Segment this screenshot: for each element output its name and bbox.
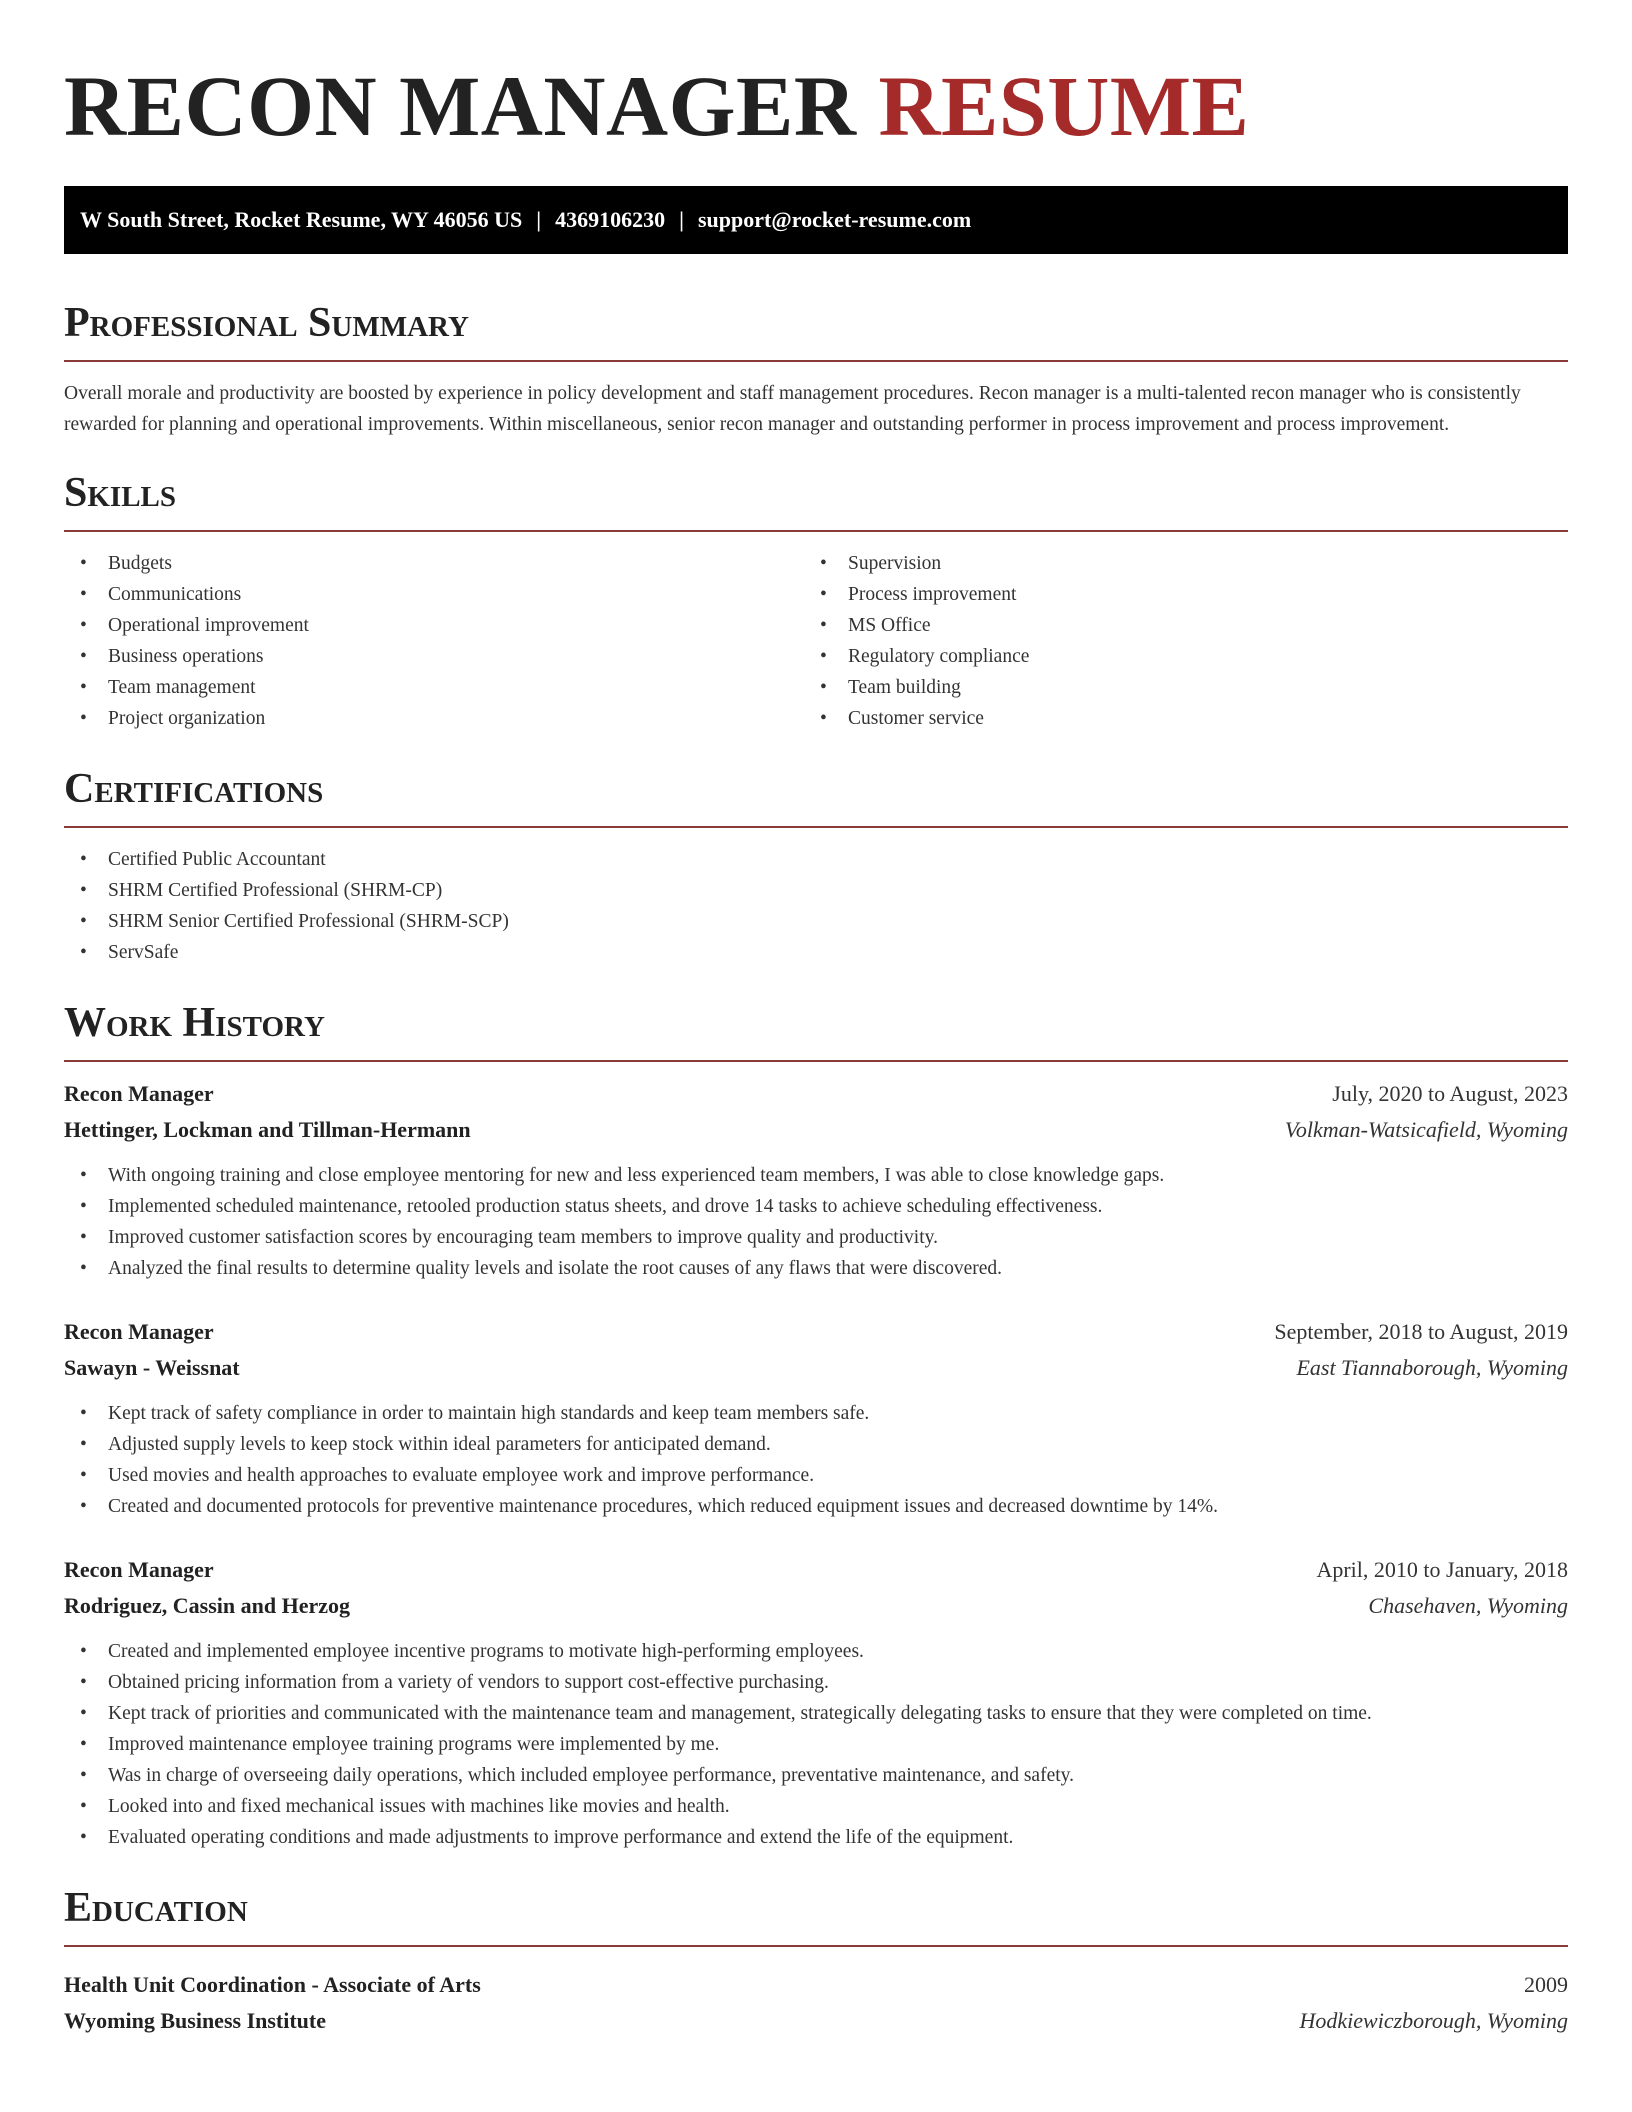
job-company-row xyxy=(64,1350,1568,1386)
resume-title xyxy=(64,56,1568,156)
job-bullet: • Implemented scheduled maintenance, retooled production status sheets, and drove 14 tasks to achieve scheduling effectiveness. xyxy=(64,1191,1568,1222)
job-dates: July, 2020 to August, 2023 xyxy=(1332,1081,1568,1106)
contact-separator: | xyxy=(679,207,684,232)
certification-item: • SHRM Certified Professional (SHRM-CP) xyxy=(64,875,1568,906)
contact-separator: | xyxy=(536,207,542,232)
skills-grid xyxy=(64,548,1568,734)
work-history-heading: Work History xyxy=(64,998,1568,1062)
job-bullet: • Kept track of safety compliance in order to maintain high standards and keep team members safe. xyxy=(64,1398,1568,1429)
job-bullet: • Used movies and health approaches to evaluate employee work and improve performance. xyxy=(64,1460,1568,1491)
skills-list-right xyxy=(804,548,1544,734)
job-bullet: • Improved maintenance employee training programs were implemented by me. xyxy=(64,1729,1568,1760)
work-history-section xyxy=(64,998,1568,1853)
title-accent: RESUME xyxy=(878,58,1250,154)
education-degree-row xyxy=(64,1967,1568,2003)
certifications-body xyxy=(64,844,1568,968)
certification-item: • ServSafe xyxy=(64,937,1568,968)
skill-item: • Regulatory compliance xyxy=(804,641,1544,672)
job-header-row xyxy=(64,1552,1568,1588)
job-company: Hettinger, Lockman and Tillman-Hermann xyxy=(64,1117,471,1142)
job-bullets xyxy=(64,1160,1568,1284)
skill-item: • Business operations xyxy=(64,641,804,672)
education-location: Hodkiewiczborough, Wyoming xyxy=(1299,2008,1568,2033)
skill-item: • Communications xyxy=(64,579,804,610)
skills-list-left xyxy=(64,548,804,734)
job-bullet: • Improved customer satisfaction scores by encouraging team members to improve quality and productivity. xyxy=(64,1222,1568,1253)
job-title: Recon Manager xyxy=(64,1319,214,1344)
contact-email: support@rocket-resume.com xyxy=(697,207,972,232)
job-dates: September, 2018 to August, 2019 xyxy=(1274,1319,1568,1344)
summary-section xyxy=(64,298,1568,440)
skill-item: • Operational improvement xyxy=(64,610,804,641)
education-school-row xyxy=(64,2003,1568,2039)
job-title: Recon Manager xyxy=(64,1081,214,1106)
job-bullets xyxy=(64,1636,1568,1853)
job-bullet: • Created and implemented employee incentive programs to motivate high-performing employees. xyxy=(64,1636,1568,1667)
certification-item: • Certified Public Accountant xyxy=(64,844,1568,875)
education-heading: Education xyxy=(64,1883,1568,1947)
title-main: RECON MANAGER xyxy=(64,58,857,154)
job-dates: April, 2010 to January, 2018 xyxy=(1316,1557,1568,1582)
job-bullet: • Evaluated operating conditions and made adjustments to improve performance and extend the life of the equipment. xyxy=(64,1822,1568,1853)
summary-body xyxy=(64,378,1568,440)
job-bullet: • Looked into and fixed mechanical issues with machines like movies and health. xyxy=(64,1791,1568,1822)
skill-item: • Team management xyxy=(64,672,804,703)
skill-item: • Team building xyxy=(804,672,1544,703)
job-entry xyxy=(64,1552,1568,1853)
skill-item: • Budgets xyxy=(64,548,804,579)
skill-item: • Project organization xyxy=(64,703,804,734)
skill-item: • Process improvement xyxy=(804,579,1544,610)
job-bullet: • Adjusted supply levels to keep stock within ideal parameters for anticipated demand. xyxy=(64,1429,1568,1460)
job-bullet: • Kept track of priorities and communicated with the maintenance team and management, strategically delegating tasks to ensure that they were completed on time. xyxy=(64,1698,1568,1729)
skills-section xyxy=(64,468,1568,734)
certification-item: • SHRM Senior Certified Professional (SHRM-SCP) xyxy=(64,906,1568,937)
summary-heading: Professional Summary xyxy=(64,298,1568,362)
job-bullet: • Obtained pricing information from a variety of vendors to support cost-effective purchasing. xyxy=(64,1667,1568,1698)
certifications-list xyxy=(64,844,1568,968)
education-degree: Health Unit Coordination - Associate of Arts xyxy=(64,1972,481,1997)
education-school: Wyoming Business Institute xyxy=(64,2008,327,2033)
skill-item: • Customer service xyxy=(804,703,1544,734)
skills-heading: Skills xyxy=(64,468,1568,532)
job-bullet: • Analyzed the final results to determine quality levels and isolate the root causes of any flaws that were discovered. xyxy=(64,1253,1568,1284)
job-header-row xyxy=(64,1314,1568,1350)
certifications-section xyxy=(64,764,1568,968)
job-header-row xyxy=(64,1076,1568,1112)
certifications-heading: Certifications xyxy=(64,764,1568,828)
contact-address: W South Street, Rocket Resume, WY 46056 US xyxy=(80,207,523,232)
job-bullet: • Was in charge of overseeing daily operations, which included employee performance, preventative maintenance, and safety. xyxy=(64,1760,1568,1791)
job-bullet: • With ongoing training and close employee mentoring for new and less experienced team members, I was able to close knowledge gaps. xyxy=(64,1160,1568,1191)
job-company: Rodriguez, Cassin and Herzog xyxy=(64,1593,350,1618)
job-title: Recon Manager xyxy=(64,1557,214,1582)
job-bullet: • Created and documented protocols for preventive maintenance procedures, which reduced equipment issues and decreased downtime by 14%. xyxy=(64,1491,1568,1522)
job-location: East Tiannaborough, Wyoming xyxy=(1296,1355,1568,1380)
job-entry xyxy=(64,1076,1568,1284)
skill-item: • Supervision xyxy=(804,548,1544,579)
job-bullets xyxy=(64,1398,1568,1522)
skill-item: • MS Office xyxy=(804,610,1544,641)
job-entry xyxy=(64,1314,1568,1522)
summary-text: Overall morale and productivity are boosted by experience in policy development and staff management procedures. Recon manager is a multi-talented recon manager who is consistently rewarded for planning and operational improvements. Within miscellaneous, senior recon manager and outstanding performer in process improvement and process improvement. xyxy=(64,383,1521,435)
job-company: Sawayn - Weissnat xyxy=(64,1355,240,1380)
education-entry xyxy=(64,1967,1568,2039)
job-company-row xyxy=(64,1588,1568,1624)
job-location: Volkman-Watsicafield, Wyoming xyxy=(1284,1117,1568,1142)
education-year: 2009 xyxy=(1524,1972,1568,1997)
contact-phone: 4369106230 xyxy=(555,207,666,232)
job-location: Chasehaven, Wyoming xyxy=(1368,1593,1568,1618)
job-company-row xyxy=(64,1112,1568,1148)
education-section xyxy=(64,1883,1568,2039)
contact-bar xyxy=(64,186,1568,254)
